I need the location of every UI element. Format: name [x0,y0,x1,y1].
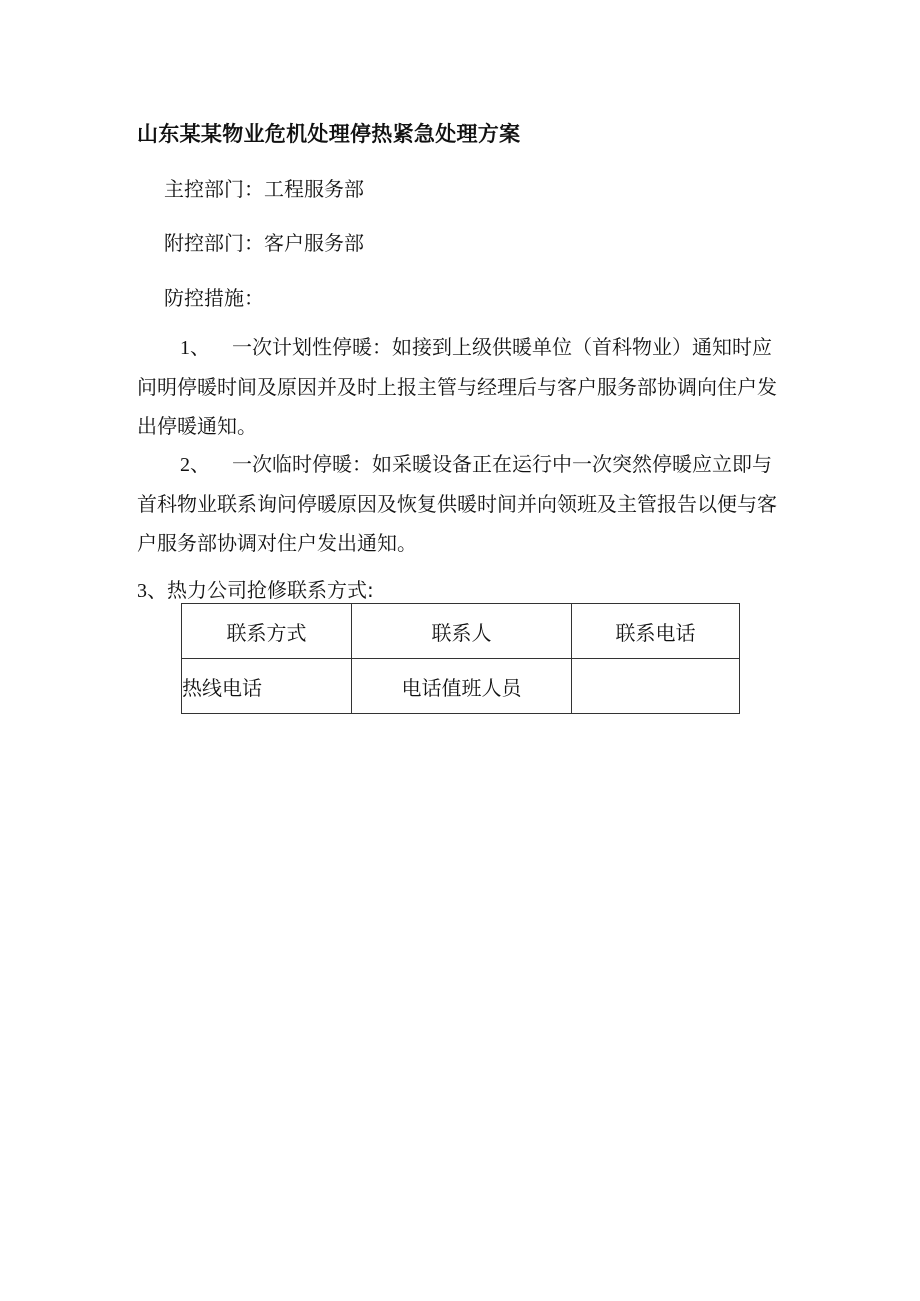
contact-table [181,603,740,714]
table-header-cell: 联系人 [352,604,572,659]
section-3-heading [137,574,374,603]
measure-item-1 [137,328,777,446]
table-cell: 热线电话 [182,659,352,714]
measure-item-2 [137,445,777,563]
item-number: 1、 [180,337,210,359]
table-header-cell: 联系电话 [572,604,740,659]
table-cell [572,659,740,714]
table-header-cell: 联系方式 [182,604,352,659]
item-text: 一次计划性停暖：如接到上级供暖单位（首科物业）通知时应问明停暖时间及原因并及时上报主管与经理后与客户服务部协调向住户发出停暖通知。 [137,335,777,438]
sub-department: 附控部门：客户服务部 [164,231,364,255]
item-number: 2、 [180,454,210,476]
item-text: 一次临时停暖：如采暖设备正在运行中一次突然停暖应立即与首科物业联系询问停暖原因及恢复供暖时间并向领班及主管报告以便与客户服务部协调对住户发出通知。 [137,452,777,555]
measures-label: 防控措施： [164,286,264,310]
section-text: 热力公司抢修联系方式: [167,578,374,602]
table-cell: 电话值班人员 [352,659,572,714]
section-number: 3、 [137,580,167,602]
main-department: 主控部门：工程服务部 [164,177,364,201]
document-title: 山东某某物业危机处理停热紧急处理方案 [137,122,521,146]
table-row [182,659,740,714]
table-header-row [182,604,740,659]
